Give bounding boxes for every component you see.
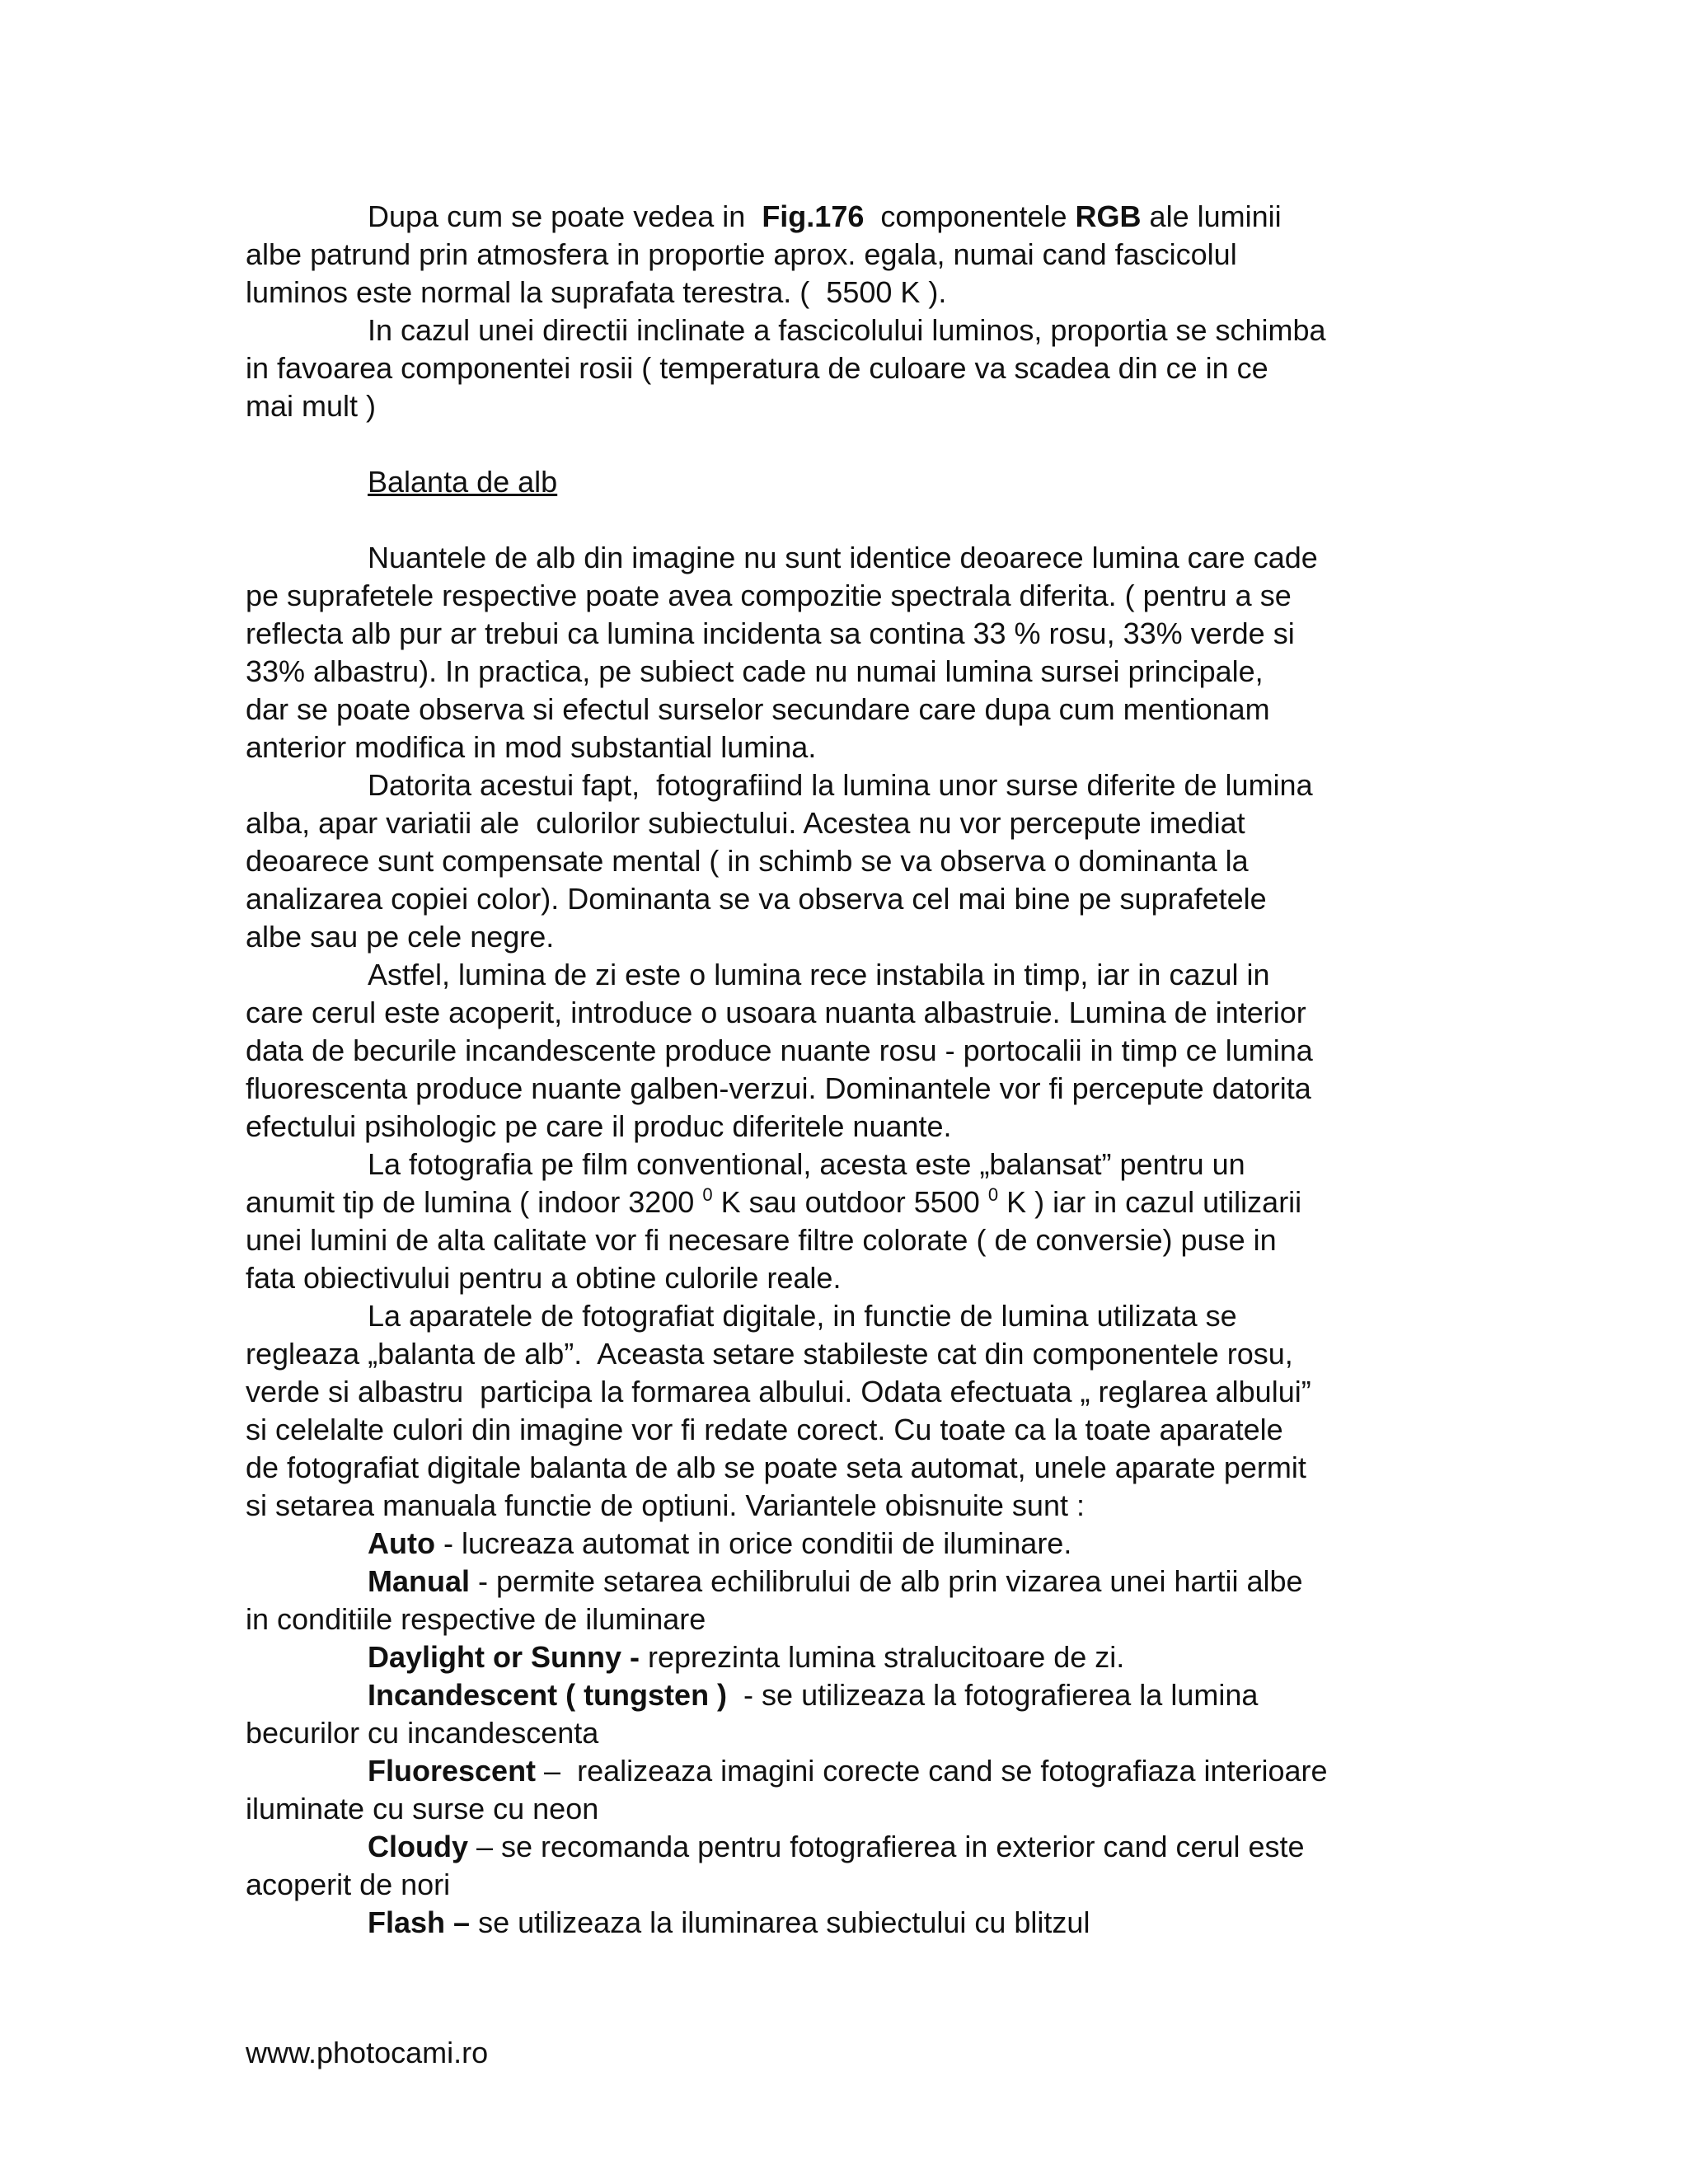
text-run: K sau outdoor 5500 [712, 1185, 988, 1219]
option-daylight [246, 1638, 1449, 1676]
degree-superscript: 0 [987, 1184, 999, 1205]
option-term: Daylight or Sunny - [368, 1640, 640, 1674]
paragraph-line: efectului psihologic pe care il produc diferitele nuante. [246, 1109, 952, 1143]
option-description: - lucreaza automat in orice conditii de iluminare. [434, 1526, 1072, 1560]
paragraph-line: Astfel, lumina de zi este o lumina rece instabila in timp, iar in cazul in [368, 958, 1270, 991]
rgb-term: RGB [1075, 199, 1142, 233]
paragraph-line: care cerul este acoperit, introduce o usoara nuanta albastruie. Lumina de interior [246, 996, 1306, 1029]
option-term: Manual [368, 1564, 471, 1598]
text-run: anumit tip de lumina ( indoor 3200 [246, 1185, 703, 1219]
text-run: ale luminii [1141, 199, 1282, 233]
paragraph-line: unei lumini de alta calitate vor fi necesare filtre colorate ( de conversie) puse in [246, 1223, 1277, 1257]
option-term: Flash – [368, 1905, 471, 1939]
text-run: Dupa cum se poate vedea in [368, 199, 762, 233]
paragraph-line: La fotografia pe film conventional, acesta este „balansat” pentru un [368, 1147, 1245, 1181]
document-body [246, 198, 1449, 1942]
paragraph-line: regleaza „balanta de alb”. Aceasta setare stabileste cat din componentele rosu, [246, 1337, 1293, 1371]
paragraph-line: anterior modifica in mod substantial lumina. [246, 730, 817, 764]
option-auto [246, 1525, 1449, 1563]
section-heading [246, 463, 1449, 501]
paragraph-line: fluorescenta produce nuante galben-verzui. Dominantele vor fi percepute datorita [246, 1071, 1311, 1105]
figure-reference: Fig.176 [762, 199, 865, 233]
option-flash [246, 1904, 1449, 1942]
paragraph-line: 33% albastru). In practica, pe subiect cade nu numai lumina sursei principale, [246, 654, 1264, 688]
option-description: - permite setarea echilibrului de alb prin vizarea unei hartii albe [470, 1564, 1303, 1598]
paragraph-line: reflecta alb pur ar trebui ca lumina incidenta sa contina 33 % rosu, 33% verde si [246, 616, 1295, 650]
text-run: componentele [864, 199, 1076, 233]
footer-url: www.photocami.ro [246, 2036, 489, 2069]
option-description: se utilizeaza la iluminarea subiectului cu blitzul [470, 1905, 1090, 1939]
option-description: reprezinta lumina stralucitoare de zi. [640, 1640, 1125, 1674]
paragraph-line: mai mult ) [246, 389, 377, 423]
paragraph-line: in favoarea componentei rosii ( temperatura de culoare va scadea din ce in ce [246, 351, 1268, 385]
option-continuation: iluminate cu surse cu neon [246, 1792, 599, 1825]
option-continuation: acoperit de nori [246, 1868, 451, 1901]
option-continuation: in conditiile respective de iluminare [246, 1602, 706, 1636]
paragraph-line: albe sau pe cele negre. [246, 920, 555, 954]
paragraph-line: Nuantele de alb din imagine nu sunt identice deoarece lumina care cade [368, 541, 1318, 574]
section-heading-text: Balanta de alb [368, 465, 558, 499]
paragraph-line: albe patrund prin atmosfera in proportie aprox. egala, numai cand fascicolul [246, 237, 1237, 271]
option-description: - se utilizeaza la fotografierea la lumina [727, 1678, 1259, 1712]
paragraph-line: In cazul unei directii inclinate a fascicolului luminos, proportia se schimba [368, 313, 1326, 347]
option-fluorescent [246, 1752, 1449, 1790]
text-run: K ) iar in cazul utilizarii [998, 1185, 1302, 1219]
paragraph-line [246, 198, 1449, 236]
option-cloudy [246, 1828, 1449, 1866]
option-term: Auto [368, 1526, 435, 1560]
paragraph-line: La aparatele de fotografiat digitale, in functie de lumina utilizata se [368, 1299, 1237, 1333]
degree-superscript: 0 [702, 1184, 713, 1205]
paragraph-line: verde si albastru participa la formarea albului. Odata efectuata „ reglarea albului” [246, 1375, 1311, 1408]
paragraph-line: Datorita acestui fapt, fotografiind la lumina unor surse diferite de lumina [368, 768, 1313, 802]
option-description: – se recomanda pentru fotografierea in exterior cand cerul este [468, 1830, 1305, 1863]
option-term: Fluorescent [368, 1754, 537, 1788]
option-description: – realizeaza imagini corecte cand se fotografiaza interioare [536, 1754, 1328, 1788]
paragraph-line: de fotografiat digitale balanta de alb se poate seta automat, unele aparate permit [246, 1451, 1306, 1484]
paragraph-line: pe suprafetele respective poate avea compozitie spectrala diferita. ( pentru a se [246, 579, 1292, 612]
option-continuation: becurilor cu incandescenta [246, 1716, 599, 1750]
option-term: Cloudy [368, 1830, 468, 1863]
paragraph-line: data de becurile incandescente produce nuante rosu - portocalii in timp ce lumina [246, 1033, 1313, 1067]
paragraph-line: si setarea manuala functie de optiuni. Variantele obisnuite sunt : [246, 1488, 1085, 1522]
paragraph-line: analizarea copiei color). Dominanta se va observa cel mai bine pe suprafetele [246, 882, 1267, 916]
paragraph-line: deoarece sunt compensate mental ( in schimb se va observa o dominanta la [246, 844, 1249, 878]
paragraph-line: luminos este normal la suprafata terestra. ( 5500 K ). [246, 275, 947, 309]
paragraph-line [246, 1183, 1449, 1221]
paragraph-line: fata obiectivului pentru a obtine culorile reale. [246, 1261, 842, 1295]
paragraph-line: alba, apar variatii ale culorilor subiectului. Acestea nu vor percepute imediat [246, 806, 1245, 840]
option-incandescent [246, 1676, 1449, 1714]
paragraph-line: si celelalte culori din imagine vor fi redate corect. Cu toate ca la toate aparatele [246, 1413, 1283, 1446]
option-manual [246, 1563, 1449, 1601]
option-term: Incandescent ( tungsten ) [368, 1678, 728, 1712]
paragraph-line: dar se poate observa si efectul surselor secundare care dupa cum mentionam [246, 692, 1270, 726]
